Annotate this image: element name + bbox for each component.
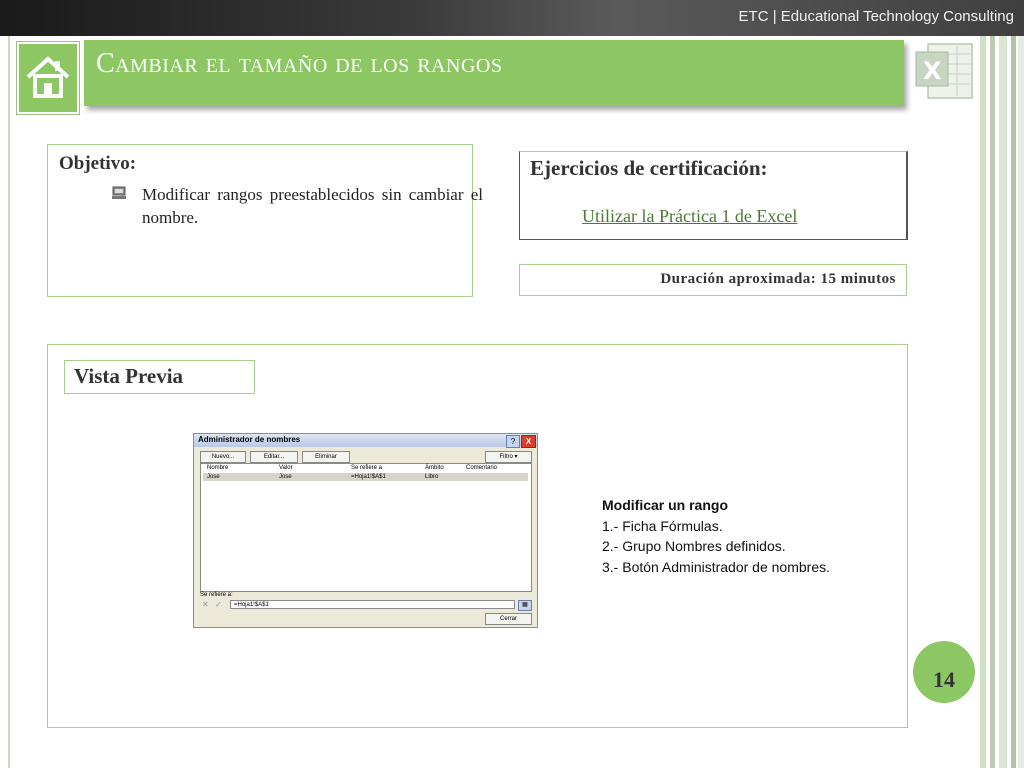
names-list[interactable]	[200, 463, 532, 592]
home-icon	[24, 53, 72, 101]
excel-icon	[914, 40, 974, 102]
left-stripe	[8, 36, 10, 768]
refers-to-field[interactable]: =Hoja1!$A$1	[230, 600, 515, 609]
svg-text:X: X	[923, 57, 942, 85]
top-bar	[0, 0, 1024, 36]
duracion-label: Duración aproximada: 15 minutos	[660, 271, 896, 287]
row-nombre: Jose	[207, 474, 220, 480]
refers-to-label: Se refiere a:	[200, 592, 233, 598]
vista-previa-panel	[47, 344, 908, 728]
practica-link[interactable]: Utilizar la Práctica 1 de Excel	[582, 206, 798, 226]
objetivo-bullet: Modificar rangos preestablecidos sin cambiar el nombre.	[142, 185, 483, 227]
step-item: 1.- Ficha Fórmulas.	[602, 517, 723, 534]
step-item: 3.- Botón Administrador de nombres.	[602, 558, 831, 575]
dialog-titlebar	[194, 434, 537, 447]
col-refiere: Se refiere a	[351, 465, 383, 471]
title-bar	[84, 40, 904, 106]
right-stripes	[976, 36, 1024, 768]
eliminar-button[interactable]: Eliminar	[302, 451, 350, 463]
steps-title: Modificar un rango	[602, 497, 728, 513]
vista-previa-title: Vista Previa	[74, 364, 184, 388]
col-nombre: Nombre	[207, 465, 229, 471]
home-button[interactable]	[17, 42, 79, 114]
nuevo-button[interactable]: Nuevo...	[200, 451, 246, 463]
objetivo-panel	[47, 144, 483, 297]
close-icon[interactable]: X	[521, 435, 536, 448]
dialog-title: Administrador de nombres	[198, 435, 301, 444]
duracion-panel	[519, 264, 907, 296]
filtro-button[interactable]: Filtro ▾	[485, 451, 532, 463]
ejercicios-panel	[519, 151, 908, 240]
brand-label: ETC | Educational Technology Consulting	[738, 8, 1014, 25]
col-valor: Valor	[279, 465, 293, 471]
steps-list	[602, 495, 830, 577]
cerrar-button[interactable]: Cerrar	[485, 613, 532, 625]
objetivo-title: Objetivo:	[59, 153, 137, 174]
editar-button[interactable]: Editar...	[250, 451, 298, 463]
page-number: 14	[933, 667, 955, 692]
page-number-badge	[913, 641, 975, 703]
col-ambito: Ámbito	[425, 465, 444, 471]
page-title: Cambiar el tamaño de los rangos	[96, 48, 503, 79]
help-button[interactable]: ?	[506, 435, 520, 448]
cancel-edit-icon[interactable]: ✕	[202, 600, 209, 609]
ejercicios-title: Ejercicios de certificación:	[530, 156, 768, 180]
row-ambito: Libro	[425, 474, 439, 480]
range-picker-icon[interactable]: ▦	[518, 600, 532, 611]
step-item: 2.- Grupo Nombres definidos.	[602, 538, 786, 554]
name-manager-dialog	[193, 433, 538, 628]
row-valor: Jose	[279, 474, 292, 480]
row-refiere: =Hoja1!$A$1	[351, 474, 386, 480]
col-comentario: Comentario	[466, 465, 498, 471]
confirm-edit-icon[interactable]: ✓	[215, 600, 222, 609]
vista-previa-header	[64, 360, 255, 394]
